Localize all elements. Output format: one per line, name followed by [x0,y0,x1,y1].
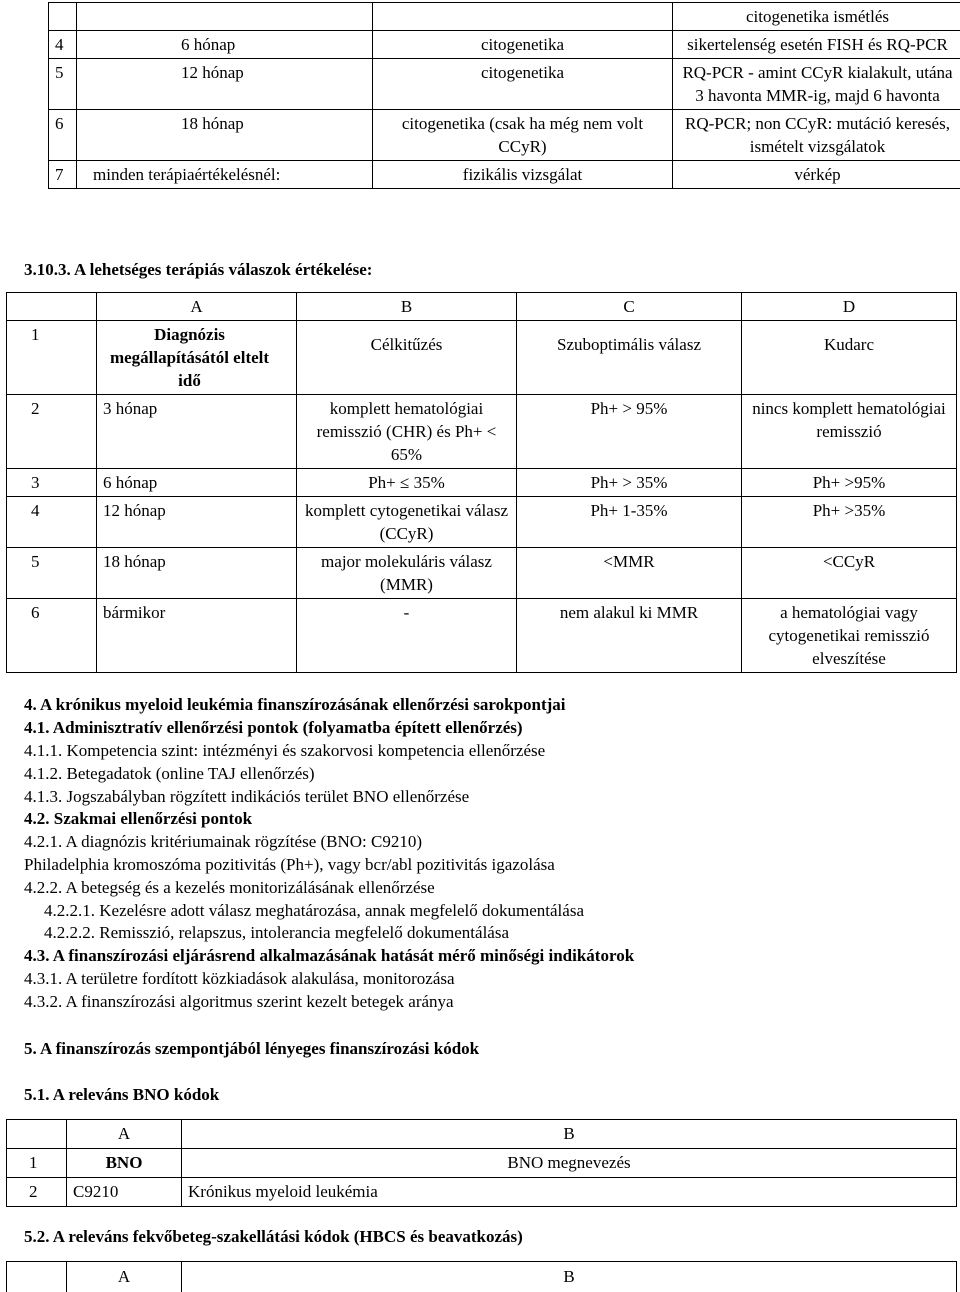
time-cell: bármikor [97,599,297,673]
column-header-b: B [182,1262,957,1292]
column-header-a: A [67,1262,182,1292]
section-item-4-1-1: 4.1.1. Kompetencia szint: intézményi és szakorvosi kompetencia ellenőrzése [24,740,545,762]
suboptimal-header-cell: Szuboptimális válasz [517,321,742,395]
followup-cell: sikertelenség esetén FISH és RQ-PCR [673,31,960,59]
bno-code-cell: C9210 [67,1178,182,1207]
column-header-a: A [67,1120,182,1149]
examination-cell [373,3,673,31]
section-heading-5: 5. A finanszírozás szempontjából lényeges finanszírozási kódok [24,1038,479,1060]
time-cell [77,3,373,31]
table-row [49,161,960,189]
monitoring-table [48,2,960,189]
examination-cell: fizikális vizsgálat [373,161,673,189]
bno-code-header-cell: BNO [67,1149,182,1178]
section-item-4-1-2: 4.1.2. Betegadatok (online TAJ ellenőrzés) [24,763,315,785]
column-header-b: B [182,1120,957,1149]
table-row [7,469,957,497]
row-number-cell: 6 [49,110,77,161]
table-row [7,599,957,673]
followup-cell: RQ-PCR - amint CCyR kialakult, utána 3 havonta MMR-ig, majd 6 havonta [673,59,960,110]
failure-cell: a hematológiai vagy cytogenetikai remisszió elveszítése [742,599,957,673]
goal-cell: komplett hematológiai remisszió (CHR) és Ph+ < 65% [297,395,517,469]
goal-cell: major molekuláris válasz (MMR) [297,548,517,599]
row-number-cell: 1 [7,1149,67,1178]
table-row [7,395,957,469]
section-heading-4-1: 4.1. Adminisztratív ellenőrzési pontok (folyamatba épített ellenőrzés) [24,717,523,739]
row-number-cell: 5 [49,59,77,110]
time-cell: minden terápiaértékelésnél: [77,161,373,189]
failure-cell: <CCyR [742,548,957,599]
table-row [7,497,957,548]
examination-cell: citogenetika (csak ha még nem volt CCyR) [373,110,673,161]
followup-cell: RQ-PCR; non CCyR: mutáció keresés, ismételt vizsgálatok [673,110,960,161]
table-row [49,59,960,110]
table-row [7,548,957,599]
followup-cell: citogenetika ismétlés [673,3,960,31]
goal-cell: Ph+ ≤ 35% [297,469,517,497]
goal-cell: - [297,599,517,673]
table-row [49,31,960,59]
failure-cell: nincs komplett hematológiai remisszió [742,395,957,469]
section-heading-4-3: 4.3. A finanszírozási eljárásrend alkalmazásának hatását mérő minőségi indikátorok [24,945,634,967]
time-cell: 12 hónap [97,497,297,548]
table-header-row [7,293,957,321]
row-number-cell: 4 [49,31,77,59]
section-item-4-1-3: 4.1.3. Jogszabályban rögzített indikációs terület BNO ellenőrzése [24,786,469,808]
time-cell: 12 hónap [77,59,373,110]
column-header-a: A [97,293,297,321]
response-table [6,292,957,673]
failure-header-cell: Kudarc [742,321,957,395]
examination-cell: citogenetika [373,31,673,59]
row-number-cell: 7 [49,161,77,189]
followup-cell: vérkép [673,161,960,189]
failure-cell: Ph+ >35% [742,497,957,548]
time-cell: 6 hónap [77,31,373,59]
table-row [49,3,960,31]
time-cell: 6 hónap [97,469,297,497]
section-heading-4: 4. A krónikus myeloid leukémia finanszírozásának ellenőrzési sarokpontjai [24,694,566,716]
row-number-cell: 1 [7,321,97,395]
row-number-cell: 5 [7,548,97,599]
section-item-4-2-1: 4.2.1. A diagnózis kritériumainak rögzítése (BNO: C9210) [24,831,422,853]
time-header-cell: Diagnózis megállapításától eltelt idő [97,321,297,395]
examination-cell: citogenetika [373,59,673,110]
table-header-row [7,1262,957,1292]
suboptimal-cell: Ph+ > 35% [517,469,742,497]
column-header-b: B [297,293,517,321]
section-heading-5-1: 5.1. A releváns BNO kódok [24,1084,219,1106]
column-header-c: C [517,293,742,321]
time-cell: 18 hónap [97,548,297,599]
time-cell: 18 hónap [77,110,373,161]
section-heading-5-2: 5.2. A releváns fekvőbeteg-szakellátási kódok (HBCS és beavatkozás) [24,1226,523,1248]
failure-cell: Ph+ >95% [742,469,957,497]
section-item-4-3-2: 4.3.2. A finanszírozási algoritmus szerint kezelt betegek aránya [24,991,454,1013]
bno-name-cell: Krónikus myeloid leukémia [182,1178,957,1207]
suboptimal-cell: Ph+ > 95% [517,395,742,469]
time-cell: 3 hónap [97,395,297,469]
suboptimal-cell: nem alakul ki MMR [517,599,742,673]
table-row [7,1149,957,1178]
section-item-4-2-2-1: 4.2.2.1. Kezelésre adott válasz meghatározása, annak megfelelő dokumentálása [44,900,584,922]
row-number-cell [49,3,77,31]
column-header-d: D [742,293,957,321]
suboptimal-cell: <MMR [517,548,742,599]
bno-name-header-cell: BNO megnevezés [182,1149,957,1178]
table-row [49,110,960,161]
section-item-4-2-2: 4.2.2. A betegség és a kezelés monitorizálásának ellenőrzése [24,877,435,899]
table-row [7,321,957,395]
row-number-cell: 3 [7,469,97,497]
section-heading-3-10-3: 3.10.3. A lehetséges terápiás válaszok értékelése: [24,259,372,282]
hbcs-code-table [6,1261,957,1292]
table-row [7,1178,957,1207]
section-item-4-2-1-detail: Philadelphia kromoszóma pozitivitás (Ph+), vagy bcr/abl pozitivitás igazolása [24,854,555,876]
table-header-row [7,1120,957,1149]
goal-header-cell: Célkitűzés [297,321,517,395]
section-heading-4-2: 4.2. Szakmai ellenőrzési pontok [24,808,252,830]
row-number-cell: 2 [7,1178,67,1207]
row-number-cell: 6 [7,599,97,673]
row-number-cell: 4 [7,497,97,548]
goal-cell: komplett cytogenetikai válasz (CCyR) [297,497,517,548]
section-item-4-3-1: 4.3.1. A területre fordított közkiadások alakulása, monitorozása [24,968,455,990]
section-item-4-2-2-2: 4.2.2.2. Remisszió, relapszus, intolerancia megfelelő dokumentálása [44,922,509,944]
suboptimal-cell: Ph+ 1-35% [517,497,742,548]
bno-code-table [6,1119,957,1207]
row-number-cell: 2 [7,395,97,469]
